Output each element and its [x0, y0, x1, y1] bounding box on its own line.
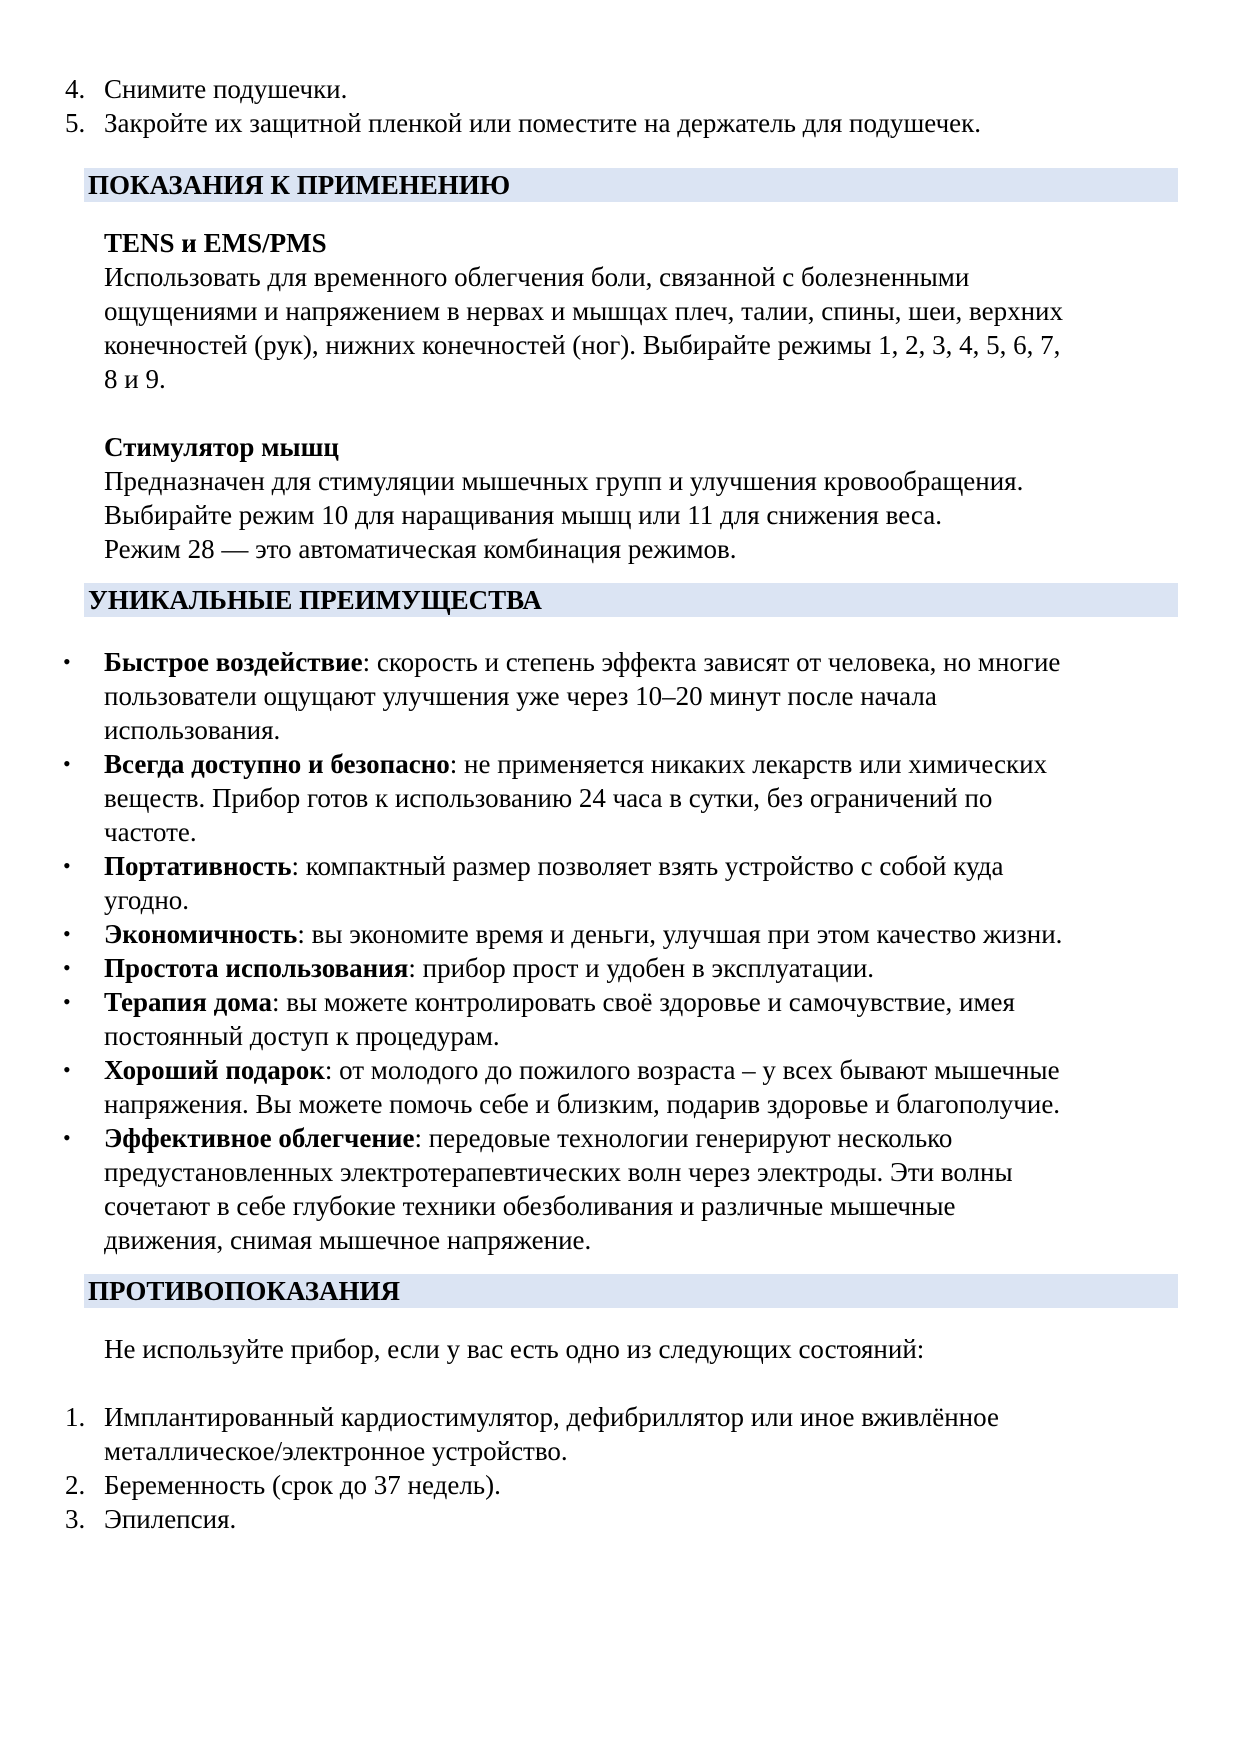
list-item: [0, 1502, 1240, 1536]
contraindications-list: [0, 1400, 1240, 1536]
muscle-line: Предназначен для стимуляции мышечных групп и улучшения кровообращения.: [104, 466, 1024, 496]
list-item-text: металлическое/электронное устройство.: [104, 1436, 568, 1466]
advantage-text: использования.: [104, 715, 281, 745]
list-marker: 1.: [65, 1402, 86, 1432]
bullet-icon: •: [63, 751, 71, 776]
section-heading-advantages: УНИКАЛЬНЫЕ ПРЕИМУЩЕСТВА: [84, 583, 1178, 617]
advantage-text: частоте.: [104, 817, 197, 847]
list-item-text: Беременность (срок до 37 недель).: [104, 1470, 501, 1500]
list-item: [0, 985, 1240, 1053]
list-item: [0, 1053, 1240, 1121]
muscle-line: Выбирайте режим 10 для наращивания мышц или 11 для снижения веса.: [104, 500, 942, 530]
advantage-text: : вы экономите время и деньги, улучшая при этом качество жизни.: [297, 919, 1063, 949]
section-heading-contraindications: ПРОТИВОПОКАЗАНИЯ: [84, 1274, 1178, 1308]
tens-block: [0, 226, 1240, 396]
list-item: [0, 1468, 1240, 1502]
list-item: [0, 849, 1240, 917]
tens-line: конечностей (рук), нижних конечностей (ног). Выбирайте режимы 1, 2, 3, 4, 5, 6, 7,: [104, 330, 1061, 360]
advantages-list: [0, 645, 1240, 1257]
list-item-text: Имплантированный кардиостимулятор, дефибриллятор или иное вживлённое: [104, 1402, 999, 1432]
bullet-icon: •: [63, 1125, 71, 1150]
list-item: [0, 106, 1240, 140]
list-marker: 2.: [65, 1470, 86, 1500]
bullet-icon: •: [63, 955, 71, 980]
list-item: [0, 1121, 1240, 1257]
list-marker: 3.: [65, 1504, 86, 1534]
advantage-text: напряжения. Вы можете помочь себе и близким, подарив здоровье и благополучие.: [104, 1089, 1061, 1119]
bullet-icon: •: [63, 1057, 71, 1082]
list-item: [0, 645, 1240, 747]
advantage-term: Простота использования: [104, 953, 409, 983]
bullet-icon: •: [63, 989, 71, 1014]
advantage-text: предустановленных электротерапевтических волн через электроды. Эти волны: [104, 1157, 1013, 1187]
list-item: [0, 747, 1240, 849]
advantage-text: : передовые технологии генерируют несколько: [414, 1123, 953, 1153]
advantage-text: движения, снимая мышечное напряжение.: [104, 1225, 592, 1255]
bullet-icon: •: [63, 853, 71, 878]
tens-line: 8 и 9.: [104, 364, 166, 394]
contraindications-intro: Не используйте прибор, если у вас есть одно из следующих состояний:: [104, 1334, 925, 1364]
advantage-term: Терапия дома: [104, 987, 272, 1017]
advantage-text: : не применяется никаких лекарств или химических: [449, 749, 1048, 779]
advantage-text: угодно.: [104, 885, 190, 915]
advantage-text: сочетают в себе глубокие техники обезболивания и различные мышечные: [104, 1191, 956, 1221]
advantage-text: веществ. Прибор готов к использованию 24 часа в сутки, без ограничений по: [104, 783, 993, 813]
list-item-text: Эпилепсия.: [104, 1504, 237, 1534]
tens-subheading: TENS и EMS/PMS: [104, 228, 327, 258]
muscle-line: Режим 28 — это автоматическая комбинация режимов.: [104, 534, 737, 564]
section-heading-indications: ПОКАЗАНИЯ К ПРИМЕНЕНИЮ: [84, 168, 1178, 202]
advantage-text: пользователи ощущают улучшения уже через 10–20 минут после начала: [104, 681, 937, 711]
list-marker: 4.: [65, 74, 86, 104]
list-marker: 5.: [65, 108, 86, 138]
advantage-text: постоянный доступ к процедурам.: [104, 1021, 500, 1051]
advantage-text: : от молодого до пожилого возраста – у всех бывают мышечные: [324, 1055, 1060, 1085]
bullet-icon: •: [63, 649, 71, 674]
list-item-text: Снимите подушечки.: [104, 74, 348, 104]
advantage-term: Эффективное облегчение: [104, 1123, 415, 1153]
tens-line: Использовать для временного облегчения боли, связанной с болезненными: [104, 262, 970, 292]
advantage-text: : скорость и степень эффекта зависят от человека, но многие: [362, 647, 1061, 677]
advantage-term: Портативность: [104, 851, 292, 881]
advantage-term: Быстрое воздействие: [104, 647, 363, 677]
advantage-term: Экономичность: [104, 919, 298, 949]
tens-line: ощущениями и напряжением в нервах и мышцах плеч, талии, спины, шеи, верхних: [104, 296, 1063, 326]
bullet-icon: •: [63, 921, 71, 946]
list-item: [0, 917, 1240, 951]
advantage-text: : прибор прост и удобен в эксплуатации.: [408, 953, 875, 983]
list-item: [0, 72, 1240, 106]
top-numbered-list: [0, 72, 1240, 140]
advantage-text: : компактный размер позволяет взять устройство с собой куда: [291, 851, 1004, 881]
advantage-term: Всегда доступно и безопасно: [104, 749, 450, 779]
list-item-text: Закройте их защитной пленкой или поместите на держатель для подушечек.: [104, 108, 981, 138]
advantage-text: : вы можете контролировать своё здоровье и самочувствие, имея: [271, 987, 1015, 1017]
list-item: [0, 1400, 1240, 1468]
advantage-term: Хороший подарок: [104, 1055, 325, 1085]
muscle-stimulator-block: [0, 430, 1240, 566]
list-item: [0, 951, 1240, 985]
muscle-subheading: Стимулятор мышц: [104, 432, 339, 462]
